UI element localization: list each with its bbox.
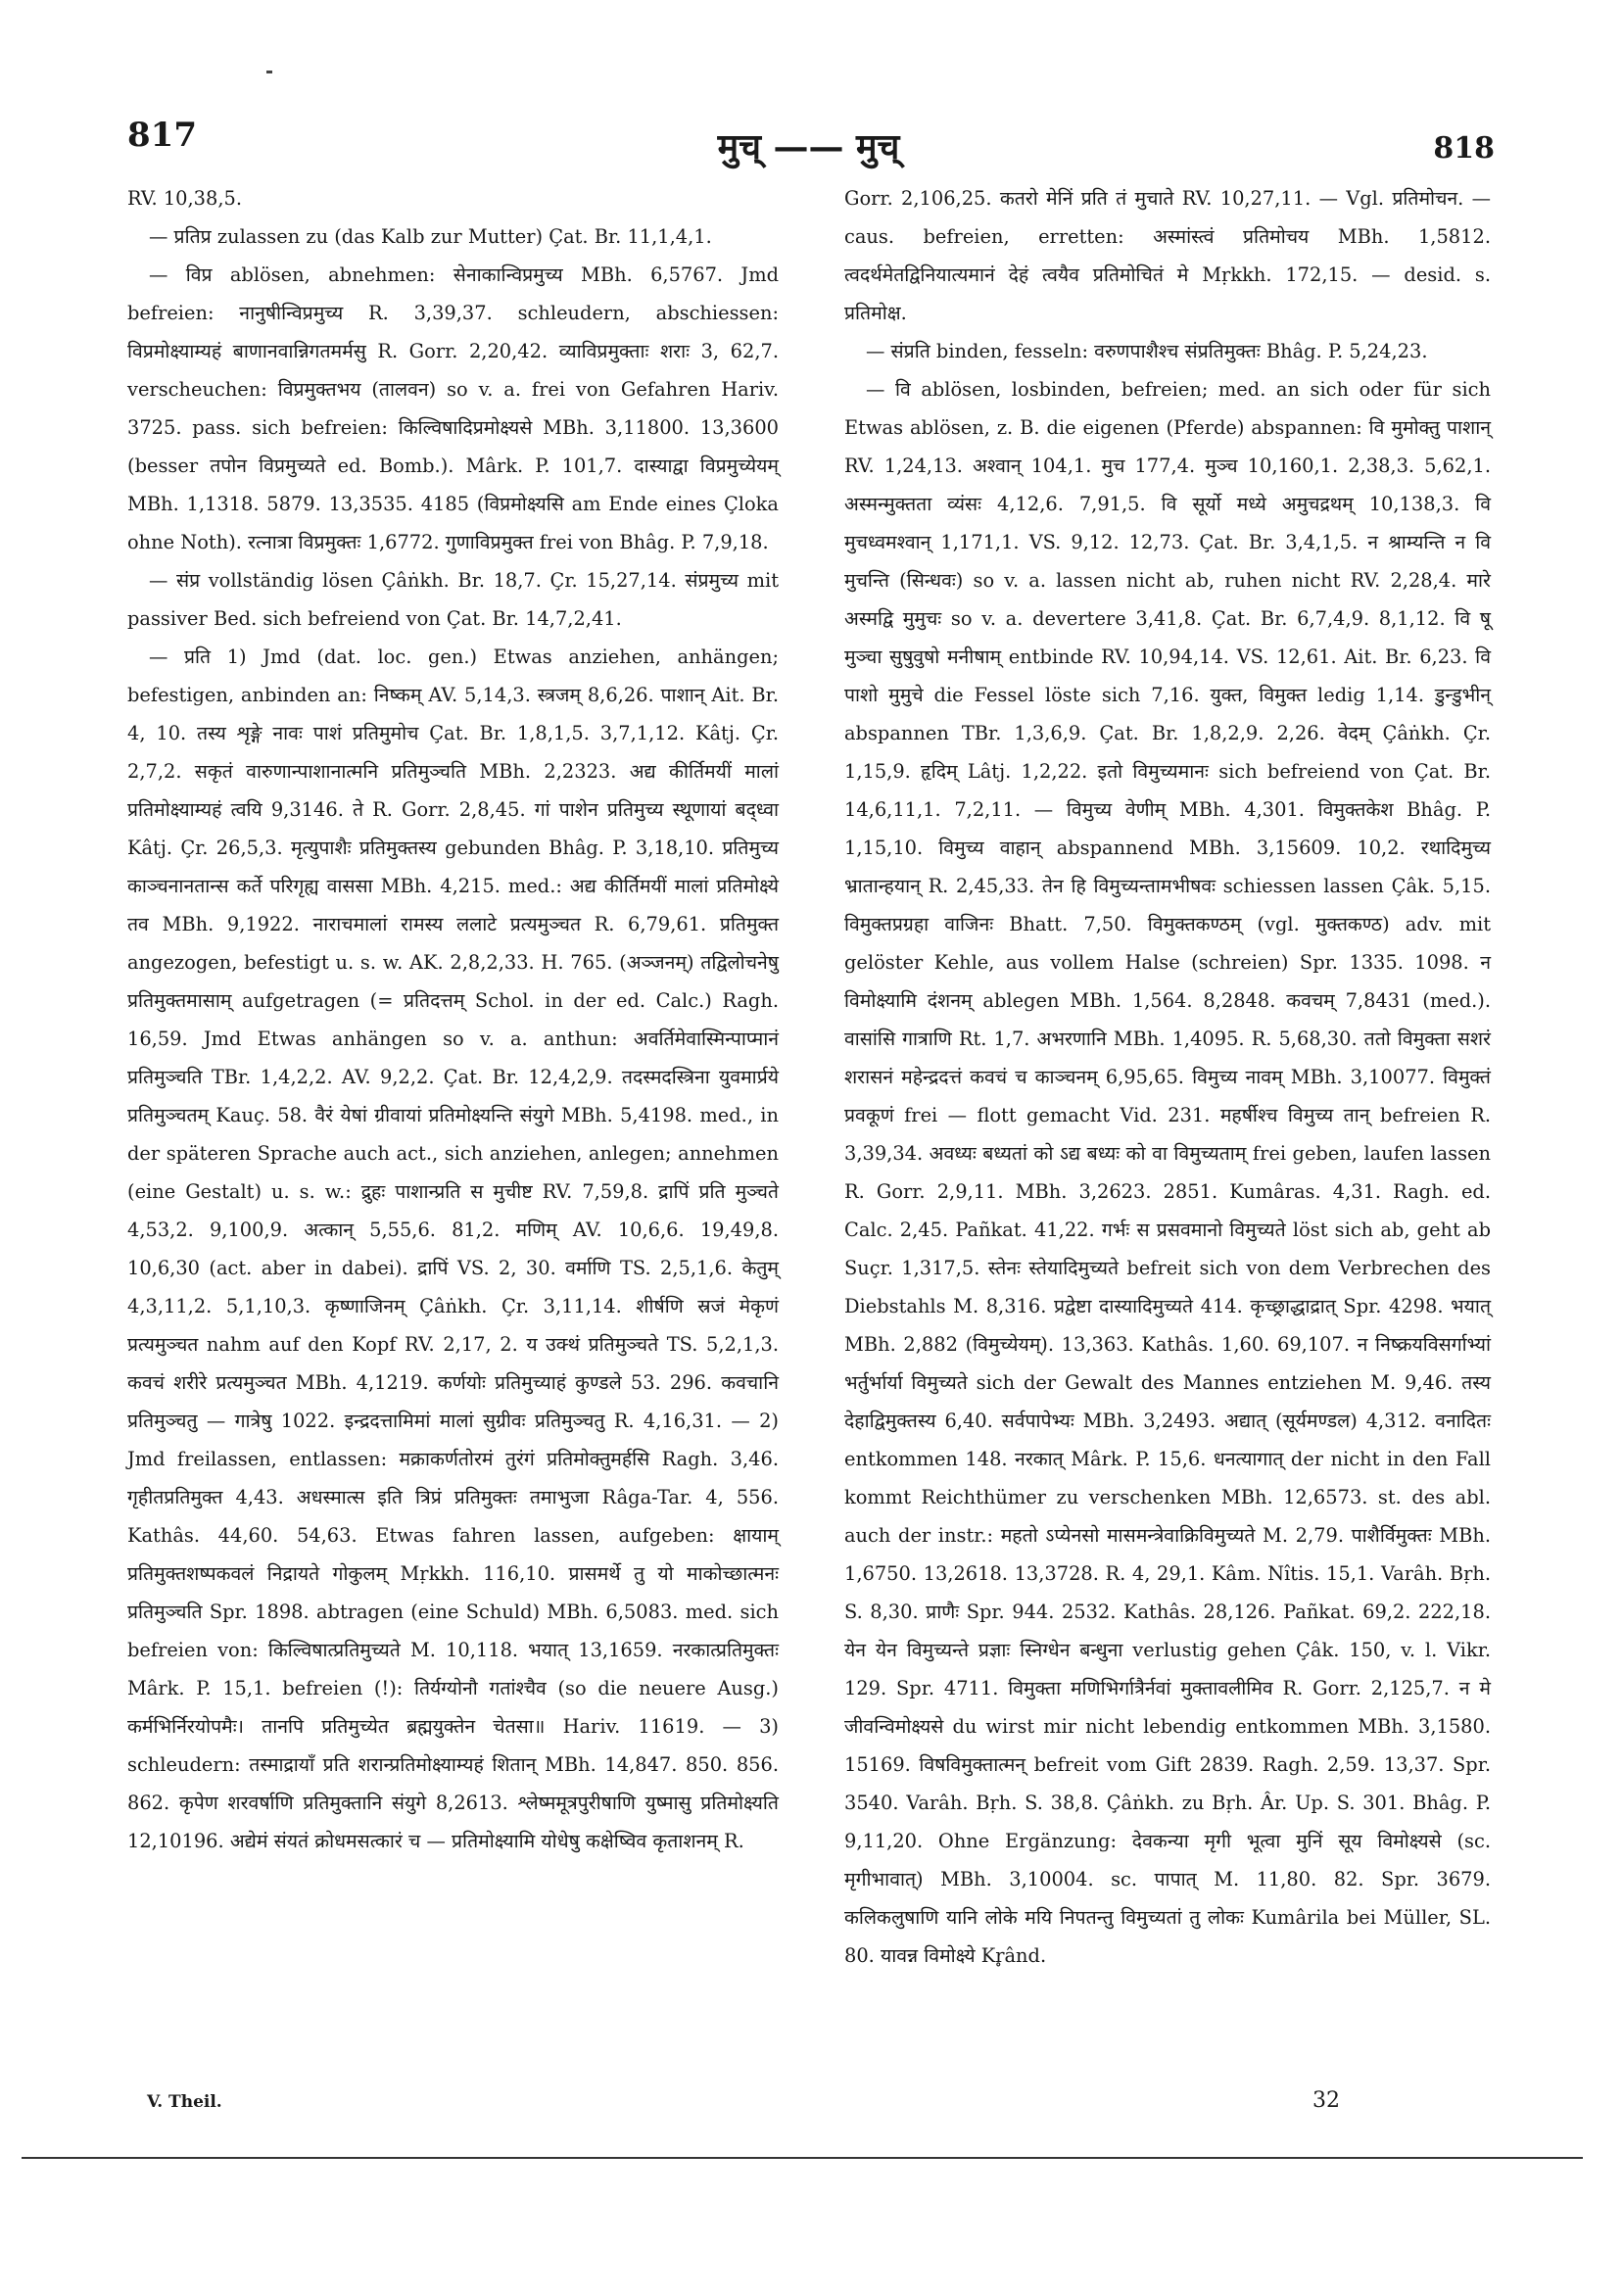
ink-speck [266, 71, 272, 73]
entry-paragraph: — संप्रति binden, fesseln: वरुणपाशैश्च संप्रतिमुक्तः Bhâg. P. 5,24,23. [866, 340, 1428, 362]
volume-note: V. Theil. [147, 2092, 222, 2112]
left-column [127, 179, 779, 1860]
entry-paragraph: — प्रति 1) Jmd (dat. loc. gen.) Etwas anziehen, anhängen; befestigen, anbinden an: निष्कम् AV. 5,14,3. स्त्रजम् 8,6,26. पाशान् Ait. Br. 4, 10. तस्य शृङ्गे नावः पाशं प्रतिमुमोच Çat. Br. 1,8,1,5. 3,7,1,12. Kâtj. Çr. 2,7,2. सकृतं वारुणान्पाशानात्मनि प्रतिमुञ्चति MBh. 2,2323. अद्य कीर्तिमयीं मालां प्रतिमोक्ष्याम्यहं त्वयि 9,3146. ते R. Gorr. 2,8,45. गां पाशेन प्रतिमुच्य स्थूणायां बद्ध्वा Kâtj. Çr. 26,5,3. मृत्युपाशैः प्रतिमुक्तस्य gebunden Bhâg. P. 3,18,10. प्रतिमुच्य काञ्चनानतान्स कर्ते परिगृह्य वाससा MBh. 4,215. med.: अद्य कीर्तिमयीं मालां प्रतिमोक्ष्ये तव MBh. 9,1922. नाराचमालां रामस्य ललाटे प्रत्यमुञ्चत R. 6,79,61. प्रतिमुक्त angezogen, befestigt u. s. w. AK. 2,8,2,33. H. 765. (अञ्जनम्) तद्विलोचनेषु प्रतिमुक्तमासाम् aufgetragen (= प्रतिदत्तम् Schol. in der ed. Calc.) Ragh. 16,59. Jmd Etwas anhängen so v. a. anthun: अवर्तिमेवास्मिन्पाप्मानं प्रतिमुञ्चति TBr. 1,4,2,2. AV. 9,2,2. Çat. Br. 12,4,2,9. तदस्मदस्त्रिना युवमार्प्रये प्रतिमुञ्चतम् Kauç. 58. वैरं येषां ग्रीवायां प्रतिमोक्ष्यन्ति संयुगे MBh. 5,4198. med., in der späteren Sprache auch act., sich anziehen, anlegen; annehmen (eine Gestalt) u. s. w.: द्रुहः पाशान्प्रति स मुचीष्ट RV. 7,59,8. द्रापिं प्रति मुञ्चते 4,53,2. 9,100,9. अत्कान् 5,55,6. 81,2. मणिम् AV. 10,6,6. 19,49,8. 10,6,30 (act. aber in dabei). द्रापिं VS. 2, 30. वर्माणि TS. 2,5,1,6. केतुम् 4,3,11,2. 5,1,10,3. कृष्णाजिनम् Çâṅkh. Çr. 3,11,14. शीर्षणि स्रजं मेकृणं प्रत्यमुञ्चत nahm auf den Kopf RV. 2,17, 2. य उक्थं प्रतिमुञ्चते TS. 5,2,1,3. कवचं शरीरे प्रत्यमुञ्चत MBh. 4,1219. कर्णयोः प्रतिमुच्याहं कुण्डले 53. 296. कवचानि प्रतिमुञ्चतु — गात्रेषु 1022. इन्द्रदत्तामिमां मालां सुग्रीवः प्रतिमुञ्चतु R. 4,16,31. — 2) Jmd freilassen, entlassen: मक्राकर्णतोरमं तुरंगं प्रतिमोक्तुमर्हसि Ragh. 3,46. गृहीतप्रतिमुक्त 4,43. अधस्मात्स इति त्रिप्रं प्रतिमुक्तः तमाभुजा Râga-Tar. 4, 556. Kathâs. 44,60. 54,63. Etwas fahren lassen, aufgeben: क्षायाम् प्रतिमुक्तशष्पकवलं निद्रायते गोकुलम् Mṛkkh. 116,10. प्रासमर्थे तु यो माकोच्छात्मनः प्रतिमुञ्चति Spr. 1898. abtragen (eine Schuld) MBh. 6,5083. med. sich befreien von: किल्विषात्प्रतिमुच्यते M. 10,118. भयात् 13,1659. नरकात्प्रतिमुक्तः Mârk. P. 15,1. befreien (!): तिर्यग्योनौ गतांश्चैव (so die neuere Ausg.) कर्मभिर्निरयोपमैः। तानपि प्रतिमुच्येत ब्रह्मयुक्तेन चेतसा॥ Hariv. 11619. — 3) schleudern: तस्माद्रायाँ प्रति शरान्प्रतिमोक्ष्याम्यहं शितान् MBh. 14,847. 850. 856. 862. कृपेण शरवर्षाणि प्रतिमुक्तानि संयुगे 8,2613. श्लेष्ममूत्रपुरीषाणि युष्मासु प्रतिमोक्ष्यति 12,10196. अद्येमं संयतं क्रोधमसत्कारं च — प्रतिमोक्ष्यामि योधेषु कक्षेष्विव कृताशनम् R. [127, 646, 779, 1852]
entry-paragraph: — संप्र vollständig lösen Çâṅkh. Br. 18,7. Çr. 15,27,14. संप्रमुच्य mit passiver Bed. sich befreiend von Çat. Br. 14,7,2,41. [127, 569, 779, 630]
bottom-rule [22, 2157, 1583, 2159]
entry-paragraph: — प्रतिप्र zulassen zu (das Kalb zur Mutter) Çat. Br. 11,1,4,1. [149, 225, 712, 248]
entry-paragraph: Gorr. 2,106,25. कतरो मेनिं प्रति तं मुचाते RV. 10,27,11. — Vgl. प्रतिमोचन. — caus. befreien, erretten: अस्मांस्त्वं प्रतिमोचय MBh. 1,5812. त्वदर्थमेतद्विनियात्यमानं देहं त्वयैव प्रतिमोचितं मे Mṛkkh. 172,15. — desid. s. प्रतिमोक्ष. [844, 187, 1491, 324]
page-header [122, 116, 1495, 165]
page-number-right: 818 [1433, 131, 1495, 166]
entry-paragraph: — विप्र ablösen, abnehmen: सेनाकान्विप्रमुच्य MBh. 6,5767. Jmd befreien: नानुषीन्विप्रमुच्य R. 3,39,37. schleudern, abschiessen: विप्रमोक्ष्याम्यहं बाणानवान्निगतमर्मसु R. Gorr. 2,20,42. व्याविप्रमुक्ताः शराः 3, 62,7. verscheuchen: विप्रमुक्तभय (तालवन) so v. a. frei von Gefahren Hariv. 3725. pass. sich befreien: किल्विषादिप्रमोक्ष्यसे MBh. 3,11800. 13,3600 (besser तपोन विप्रमुच्यते ed. Bomb.). Mârk. P. 101,7. दास्याद्वा विप्रमुच्येयम् MBh. 1,1318. 5879. 13,3535. 4185 (विप्रमोक्ष्यसि am Ende eines Çloka ohne Noth). रत्नात्रा विप्रमुक्तः 1,6772. गुणाविप्रमुक्त frei von Bhâg. P. 7,9,18. [127, 263, 779, 553]
entry-paragraph: RV. 10,38,5. [127, 187, 243, 210]
right-column [844, 179, 1491, 1975]
running-headword: मुच् —— मुच् [717, 126, 900, 167]
page-number-left: 817 [127, 116, 197, 155]
entry-paragraph: — वि ablösen, losbinden, befreien; med. an sich oder für sich Etwas ablösen, z. B. die eigenen (Pferde) abspannen: वि मुमोक्तु पाशान् RV. 1,24,13. अश्वान् 104,1. मुच 177,4. मुञ्च 10,160,1. 2,38,3. 5,62,1. अस्मन्मुक्तता व्यंसः 4,12,6. 7,91,5. वि सूर्यो मध्ये अमुचद्रथम् 10,138,3. वि मुचध्वमश्वान् 1,171,1. VS. 9,12. 12,73. Çat. Br. 3,4,1,5. न श्राम्यन्ति न वि मुचन्ति (सिन्धवः) so v. a. lassen nicht ab, ruhen nicht RV. 2,28,4. मारे अस्मद्वि मुमुचः so v. a. devertere 3,41,8. Çat. Br. 6,7,4,9. 8,1,12. वि षू मुञ्चा सुषुवुषो मनीषाम् entbinde RV. 10,94,14. VS. 12,61. Ait. Br. 6,23. वि पाशो मुमुचे die Fessel löste sich 7,16. युक्त, विमुक्त ledig 1,14. डुन्डुभीन् abspannen TBr. 1,3,6,9. Çat. Br. 1,8,2,9. 2,26. वेदम् Çâṅkh. Çr. 1,15,9. हृदिम् Lâtj. 1,2,22. इतो विमुच्यमानः sich befreiend von Çat. Br. 14,6,11,1. 7,2,11. — विमुच्य वेणीम् MBh. 4,301. विमुक्तकेश Bhâg. P. 1,15,10. विमुच्य वाहान् abspannend MBh. 3,15609. 10,2. रथादिमुच्य भ्रातान्हयान् R. 2,45,33. तेन हि विमुच्यन्तामभीषवः schiessen lassen Çâk. 5,15. विमुक्तप्रग्रहा वाजिनः Bhatt. 7,50. विमुक्तकण्ठम् (vgl. मुक्तकण्ठ) adv. mit gelöster Kehle, aus vollem Halse (schreien) Spr. 1335. 1098. न विमोक्ष्यामि दंशनम् ablegen MBh. 1,564. 8,2848. कवचम् 7,8431 (med.). वासांसि गात्राणि Rt. 1,7. अभरणानि MBh. 1,4095. R. 5,68,30. ततो विमुक्ता सशरं शरासनं महेन्द्रदत्तं कवचं च काञ्चनम् 6,95,65. विमुच्य नावम् MBh. 3,10077. विमुक्तं प्रवकूणं frei — flott gemacht Vid. 231. महर्षीश्च विमुच्य तान् befreien R. 3,39,34. अवध्यः बध्यतां को ऽद्य बध्यः को वा विमुच्यताम् frei geben, laufen lassen R. Gorr. 2,9,11. MBh. 3,2623. 2851. Kumâras. 4,31. Ragh. ed. Calc. 2,45. Pañkat. 41,22. गर्भः स प्रसवमानो विमुच्यते löst sich ab, geht ab Suçr. 1,317,5. स्तेनः स्तेयादिमुच्यते befreit sich von dem Verbrechen des Diebstahls M. 8,316. प्रद्वेष्टा दास्यादिमुच्यते 414. कृच्छ्राद्धाद्रात् Spr. 4298. भयात् MBh. 2,882 (विमुच्येयम्). 13,363. Kathâs. 1,60. 69,107. न निष्क्रयविसर्गाभ्यां भर्तुर्भार्या विमुच्यते sich der Gewalt des Mannes entziehen M. 9,46. तस्य देहाद्विमुक्तस्य 6,40. सर्वपापेभ्यः MBh. 3,2493. अद्यात् (सूर्यमण्डल) 4,312. वनादितः entkommen 148. नरकात् Mârk. P. 15,6. धनत्यागात् der nicht in den Fall kommt Reichthümer zu verschenken MBh. 12,6573. st. des abl. auch der instr.: महतो ऽप्येनसो मासमन्त्रेवाक्रिविमुच्यते M. 2,79. पाशैर्विमुक्तः MBh. 1,6750. 13,2618. 13,3728. R. 4, 29,1. Kâm. Nîtis. 15,1. Varâh. Bṛh. S. 8,30. प्राणैः Spr. 944. 2532. Kathâs. 28,126. Pañkat. 69,2. 222,18. येन येन विमुच्यन्ते प्रज्ञाः स्निग्धेन बन्धुना verlustig gehen Çâk. 150, v. l. Vikr. 129. Spr. 4711. विमुक्ता मणिभिर्गात्रैर्नवां मुक्तावलीमिव R. Gorr. 2,125,7. न मे जीवन्विमोक्ष्यसे du wirst mir nicht lebendig entkommen MBh. 3,1580. 15169. विषविमुक्तात्मन् befreit vom Gift 2839. Ragh. 2,59. 13,37. Spr. 3540. Varâh. Bṛh. S. 38,8. Çâṅkh. zu Bṛh. Âr. Up. S. 301. Bhâg. P. 9,11,20. Ohne Ergänzung: देवकन्या मृगी भूत्वा मुनिं सूय विमोक्ष्यसे (sc. मृगीभावात्) MBh. 3,10004. sc. पापात् M. 11,80. 82. Spr. 3679. कलिकलुषाणि यानि लोके मयि निपतन्तु विमुच्यतां तु लोकः Kumârila bei Müller, SL. 80. यावन्न विमोक्ष्ये Kr̥ând. [844, 378, 1491, 1967]
signature-mark: 32 [1312, 2088, 1340, 2113]
